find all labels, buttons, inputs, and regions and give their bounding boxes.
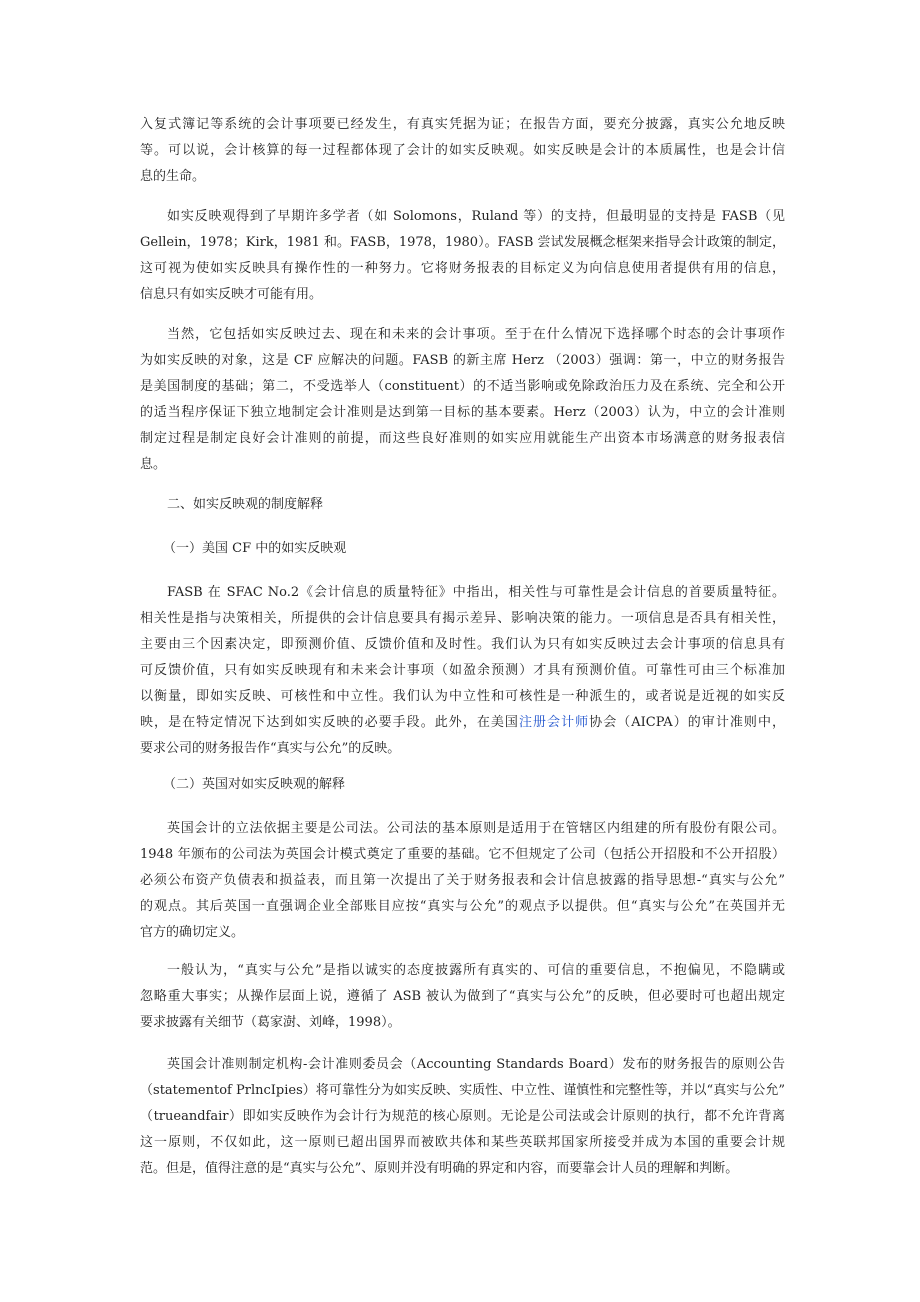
subsection-heading: （二）英国对如实反映观的解释	[163, 777, 346, 792]
paragraph-uk-law	[140, 816, 785, 946]
text-line: 息。	[140, 457, 167, 472]
text-line: 这可视为使如实反映具有操作性的一种努力。它将财务报表的目标定义为向信息使用者提供有用的信息，	[140, 261, 785, 276]
text-segment: 协会（AICPA）的审计准则中，	[589, 715, 785, 730]
text-line: 相关性是指与决策相关，所提供的会计信息要具有揭示差异、影响决策的能力。一项信息是否具有相关性，	[140, 611, 785, 626]
text-line: 入复式簿记等系统的会计事项要已经发生，有真实凭据为证；在报告方面，要充分披露，真实公允地反映	[140, 117, 785, 132]
text-line: FASB 在 SFAC No.2《会计信息的质量特征》中指出，相关性与可靠性是会计信息的首要质量特征。	[167, 585, 785, 600]
text-line: 忽略重大事实；从操作层面上说，遵循了 ASB 被认为做到了“真实与公允”的反映，但必要时可也超出规定	[140, 989, 785, 1004]
text-line: 1948 年颁布的公司法为英国会计模式奠定了重要的基础。它不但规定了公司（包括公开招股和不公开招股）	[140, 847, 785, 862]
text-line: 息的生命。	[140, 169, 206, 184]
paragraph-asb	[140, 1052, 785, 1182]
text-line: 的适当程序保证下独立地制定会计准则是达到第一目标的基本要素。Herz（2003）认为，中立的会计准则	[140, 405, 785, 420]
text-line: 要求公司的财务报告作“真实与公允”的反映。	[140, 741, 401, 756]
section-heading: 二、如实反映观的制度解释	[167, 497, 324, 512]
text-line: Gellein，1978；Kirk，1981 和。FASB，1978，1980）。FASB 尝试发展概念框架来指导会计政策的制定，	[140, 235, 785, 250]
text-line: （trueandfair）即如实反映作为会计行为规范的核心原则。无论是公司法或会计原则的执行，都不允许背离	[140, 1109, 785, 1124]
text-line: 英国会计的立法依据主要是公司法。公司法的基本原则是适用于在管辖区内组建的所有股份有限公司。	[167, 821, 785, 836]
text-line: 当然，它包括如实反映过去、现在和未来的会计事项。至于在什么情况下选择哪个时态的会计事项作	[167, 327, 785, 342]
text-line: 范。但是，值得注意的是“真实与公允”、原则并没有明确的界定和内容，而要靠会计人员的理解和判断。	[140, 1161, 739, 1176]
text-line: （statementof PrlncIpies）将可靠性分为如实反映、实质性、中立性、谨慎性和完整性等，并以“真实与公允”	[140, 1083, 785, 1098]
text-line: 是美国制度的基础；第二，不受选举人（constituent）的不适当影响或免除政治压力及在系统、完全和公开	[140, 379, 785, 394]
text-line: 如实反映观得到了早期许多学者（如 Solomons，Ruland 等）的支持，但最明显的支持是 FASB（见	[167, 209, 785, 224]
text-line: 等。可以说，会计核算的每一过程都体现了会计的如实反映观。如实反映是会计的本质属性，也是会计信	[140, 143, 785, 158]
text-segment: 映，是在特定情况下达到如实反映的必要手段。此外，在美国	[140, 715, 519, 730]
text-line: 一般认为，“真实与公允”是指以诚实的态度披露所有真实的、可信的重要信息，不抱偏见，不隐瞒或	[167, 963, 785, 978]
text-line: 英国会计准则制定机构-会计准则委员会（Accounting Standards Board）发布的财务报告的原则公告	[167, 1057, 785, 1072]
text-line: 的观点。其后英国一直强调企业全部账目应按“真实与公允”的观点予以提供。但“真实与公允”在英国并无	[140, 899, 785, 914]
text-line: 官方的确切定义。	[140, 925, 245, 940]
text-line: 以衡量，即如实反映、可核性和中立性。我们认为中立性和可核性是一种派生的，或者说是近视的如实反	[140, 689, 785, 704]
paragraph-herz	[140, 322, 785, 478]
paragraph-sfac	[140, 580, 785, 762]
text-line-with-link	[140, 710, 785, 736]
text-line: 主要由三个因素决定，即预测价值、反馈价值和及时性。我们认为只有如实反映过去会计事项的信息具有	[140, 637, 785, 652]
subsection-heading: （一）美国 CF 中的如实反映观	[163, 541, 347, 556]
text-line: 必须公布资产负债表和损益表，而且第一次提出了关于财务报表和会计信息披露的指导思想-“真实与公允”	[140, 873, 785, 888]
paragraph-true-fair	[140, 958, 785, 1036]
text-line: 信息只有如实反映才可能有用。	[140, 287, 323, 302]
text-line: 为如实反映的对象，这是 CF 应解决的问题。FASB 的新主席 Herz （2003）强调：第一，中立的财务报告	[140, 353, 785, 368]
text-line: 制定过程是制定良好会计准则的前提，而这些良好准则的如实应用就能生产出资本市场满意的财务报表信	[140, 431, 785, 446]
paragraph-fasb-support	[140, 204, 785, 308]
text-line: 这一原则，不仅如此，这一原则已超出国界而被欧共体和某些英联邦国家所接受并成为本国的重要会计规	[140, 1135, 785, 1150]
text-line: 要求披露有关细节（葛家澍、刘峰，1998）。	[140, 1015, 401, 1030]
text-line: 可反馈价值，只有如实反映现有和未来会计事项（如盈余预测）才具有预测价值。可靠性可由三个标准加	[140, 663, 785, 678]
paragraph-continued	[140, 112, 785, 190]
cpa-link[interactable]: 注册会计师	[518, 715, 590, 730]
